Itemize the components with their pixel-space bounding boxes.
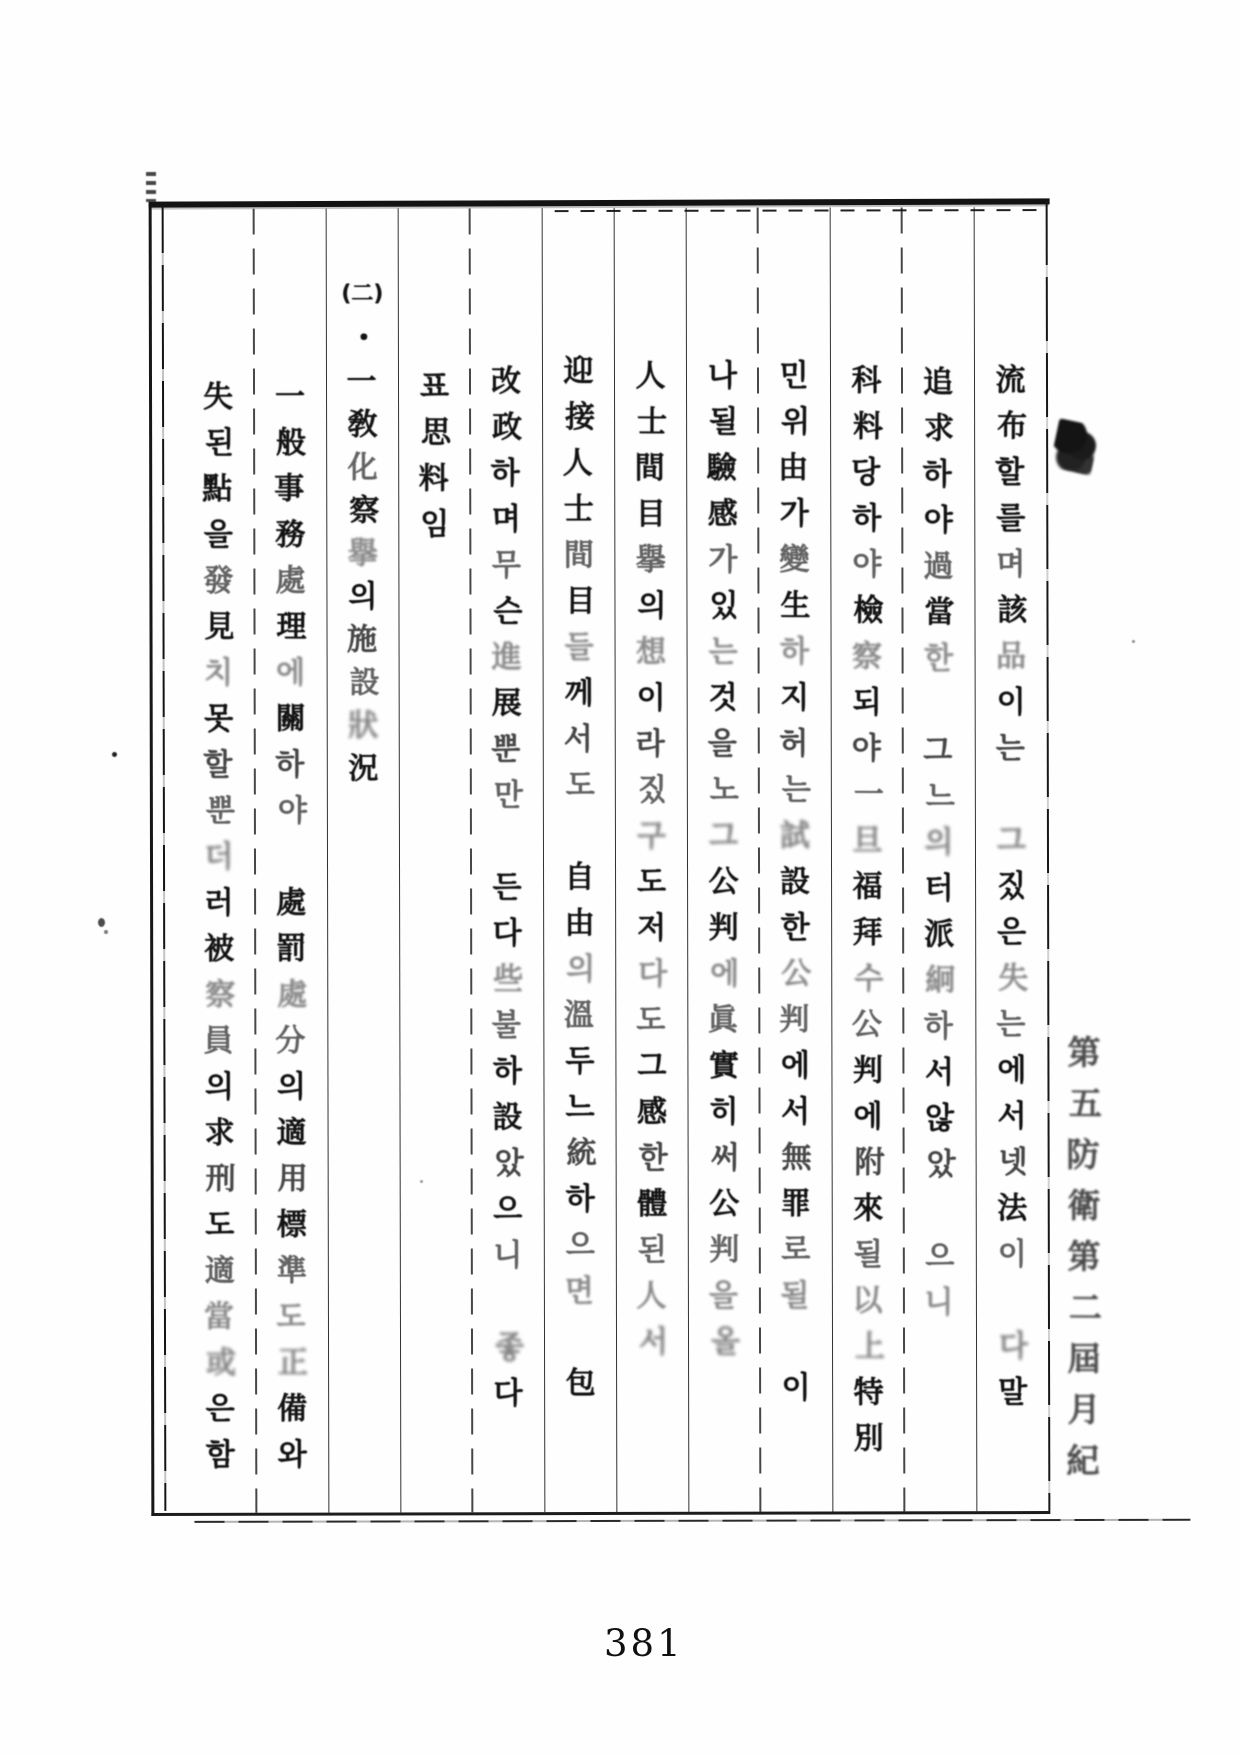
scan-edge-tickmarks: [146, 172, 156, 202]
glyph: 된: [204, 425, 234, 461]
glyph: 노: [709, 772, 739, 808]
glyph: 驗: [706, 450, 737, 486]
glyph: 求: [923, 411, 955, 447]
glyph: 感: [636, 1094, 668, 1130]
glyph: 溫: [563, 998, 594, 1034]
glyph: 에: [853, 1099, 883, 1135]
glyph: 二: [1068, 1287, 1102, 1328]
glyph: 위: [780, 404, 810, 440]
glyph: 들: [564, 630, 594, 666]
glyph: 뿐: [205, 793, 235, 829]
glyph: 過: [923, 549, 954, 585]
glyph: 當: [203, 1299, 234, 1335]
glyph: 다: [638, 956, 668, 992]
column-grid: [152, 207, 1049, 1513]
glyph: 할: [995, 455, 1025, 491]
glyph: 당: [851, 455, 881, 491]
glyph: 準: [276, 1253, 307, 1289]
glyph: 야: [852, 547, 882, 583]
glyph: 도: [637, 864, 667, 900]
glyph: 은: [205, 1391, 235, 1427]
glyph: 第: [1067, 1237, 1101, 1276]
glyph: 하: [922, 457, 952, 493]
glyph: 불: [491, 1008, 521, 1044]
glyph: 라: [635, 726, 665, 762]
text-column-11: [254, 209, 329, 1513]
frame-top-border: [149, 198, 1050, 207]
glyph: 擧: [635, 542, 666, 578]
glyph: 一: [853, 777, 884, 813]
glyph: 公: [781, 956, 812, 992]
glyph: 에: [780, 1048, 810, 1084]
glyph: 는: [996, 1007, 1026, 1043]
glyph: 가: [708, 542, 738, 578]
glyph: 判: [709, 1232, 740, 1268]
glyph: 公: [709, 1186, 740, 1222]
text-column-8: [470, 208, 545, 1512]
glyph: 한: [924, 641, 954, 677]
glyph: 法: [997, 1191, 1028, 1227]
glyph: 由: [778, 450, 809, 486]
text-column-7: [542, 208, 617, 1512]
glyph: 는: [995, 731, 1025, 767]
glyph: 허: [779, 726, 809, 762]
glyph: 品: [996, 639, 1027, 675]
text-column-10-section-header: [326, 208, 401, 1512]
glyph: 느: [565, 1090, 595, 1126]
glyph: 追: [922, 365, 954, 401]
text-column-1: [974, 207, 1049, 1511]
glyph: 處: [275, 563, 306, 599]
glyph: 짔: [637, 772, 667, 808]
glyph: 더: [204, 839, 234, 875]
text-column-12: [182, 209, 257, 1513]
glyph: 展: [491, 686, 522, 722]
glyph: 敎: [347, 406, 378, 443]
glyph: 況: [348, 750, 379, 787]
glyph: 도: [276, 1299, 306, 1335]
glyph: 目: [564, 583, 596, 620]
glyph: 민: [779, 358, 809, 394]
document-frame: [149, 201, 1051, 1516]
glyph: 公: [708, 864, 739, 900]
ink-blob-artifact: [1049, 418, 1100, 476]
scan-speck: [420, 1180, 423, 1183]
text-column-9: [398, 208, 473, 1512]
glyph: 設: [492, 1100, 523, 1136]
glyph: 察: [852, 639, 883, 675]
glyph: 試: [779, 818, 810, 854]
glyph: 人: [636, 1278, 667, 1314]
glyph: 標: [276, 1207, 307, 1243]
scan-speck: [98, 918, 105, 927]
glyph: 서: [638, 1324, 669, 1360]
glyph: 에: [710, 956, 740, 992]
glyph: 을: [708, 1278, 738, 1314]
glyph: 으: [925, 1239, 955, 1275]
glyph: 표: [419, 369, 450, 405]
glyph: 며: [996, 547, 1026, 583]
text-column-5: [686, 208, 761, 1512]
glyph: 이: [997, 1237, 1027, 1273]
glyph: 느: [925, 779, 955, 815]
glyph: 못: [204, 701, 234, 737]
glyph: 구: [636, 818, 666, 854]
glyph: 이: [636, 680, 666, 716]
glyph: 第: [1067, 1033, 1101, 1072]
glyph: 로: [781, 1232, 811, 1268]
glyph: 한: [638, 1140, 668, 1176]
glyph: 수: [854, 961, 884, 997]
glyph: 저: [637, 910, 667, 946]
glyph: 된: [637, 1232, 667, 1268]
glyph: 一: [346, 363, 377, 400]
glyph: 임: [420, 507, 450, 543]
glyph: 自: [564, 860, 595, 896]
glyph: 니: [493, 1238, 523, 1274]
glyph: 理: [276, 609, 307, 645]
glyph: 도: [636, 1002, 666, 1038]
glyph: 될: [853, 1237, 883, 1273]
glyph: 失: [997, 961, 1028, 997]
glyph: 도: [205, 1207, 235, 1243]
glyph: 感: [707, 496, 738, 532]
glyph: 그: [996, 823, 1026, 859]
glyph: 流: [995, 363, 1026, 399]
glyph: 刑: [205, 1161, 236, 1197]
glyph: 統: [565, 1135, 597, 1172]
glyph: 의: [637, 588, 667, 624]
glyph: 하: [565, 1182, 595, 1218]
glyph: 關: [275, 701, 306, 737]
glyph: 發: [203, 563, 234, 599]
scan-speck: [1132, 640, 1135, 643]
glyph: 서: [563, 722, 593, 758]
glyph: 判: [852, 1053, 883, 1089]
glyph: 다: [998, 1329, 1029, 1365]
glyph: 다: [492, 916, 522, 952]
glyph: 處: [276, 885, 307, 921]
glyph: 으: [493, 1192, 523, 1228]
glyph: 야: [277, 793, 307, 829]
glyph: 用: [277, 1161, 308, 1197]
text-column-2: [902, 207, 977, 1511]
glyph: 間: [634, 450, 665, 486]
glyph: 올: [710, 1324, 741, 1360]
glyph: 서: [924, 1055, 954, 1091]
glyph: 人: [562, 446, 593, 482]
scan-speck: [112, 752, 117, 757]
glyph: 면: [564, 1274, 594, 1310]
glyph: 았: [925, 1147, 956, 1183]
glyph: 며: [491, 502, 521, 538]
glyph: 와: [277, 1437, 307, 1473]
glyph: 히: [709, 1094, 739, 1130]
glyph: 生: [780, 588, 811, 624]
glyph: 에: [997, 1053, 1027, 1089]
glyph: 特: [853, 1375, 884, 1411]
glyph: 公: [851, 1007, 882, 1043]
glyph: 設: [348, 664, 380, 701]
glyph: 않: [925, 1101, 955, 1137]
glyph: 處: [277, 977, 308, 1013]
glyph: 하: [852, 501, 882, 537]
glyph: 備: [277, 1391, 308, 1427]
glyph: 員: [203, 1023, 234, 1059]
glyph: 防: [1066, 1135, 1100, 1174]
glyph: 을: [707, 726, 737, 762]
glyph: 다: [493, 1376, 523, 1412]
glyph: 있: [709, 588, 739, 624]
glyph: 由: [564, 906, 595, 942]
glyph: 을: [203, 517, 233, 553]
glyph: 變: [779, 542, 810, 578]
glyph: 니: [924, 1285, 954, 1321]
glyph: 은: [997, 915, 1027, 951]
glyph: 料: [852, 409, 883, 445]
glyph: 衛: [1067, 1186, 1101, 1225]
glyph: 當: [924, 595, 955, 631]
glyph: 罰: [276, 931, 307, 967]
glyph: 그: [923, 733, 953, 769]
glyph: 의: [276, 1069, 306, 1105]
glyph: 般: [275, 425, 307, 461]
glyph: 包: [565, 1366, 596, 1402]
glyph: 失: [202, 379, 234, 415]
glyph: 絅: [925, 963, 956, 999]
glyph: 되: [852, 685, 882, 721]
glyph: 檢: [852, 593, 884, 629]
glyph: 間: [563, 538, 594, 574]
glyph: 의: [204, 1069, 234, 1105]
glyph: 事: [274, 471, 305, 507]
glyph: 좋: [494, 1330, 524, 1366]
glyph: 를: [996, 501, 1026, 537]
glyph: 旦: [852, 823, 883, 859]
glyph: 나: [707, 358, 738, 394]
glyph: 만: [493, 778, 523, 814]
glyph: 한: [780, 910, 810, 946]
glyph: 넷: [998, 1145, 1028, 1181]
glyph: 別: [853, 1421, 884, 1457]
glyph: 士: [636, 404, 667, 440]
glyph: ・: [348, 320, 379, 357]
glyph: 그: [708, 818, 738, 854]
glyph: 人: [635, 358, 666, 394]
glyph: 야: [851, 731, 881, 767]
glyph: 思: [420, 415, 451, 451]
frame-bottom-border-second-line: [194, 1519, 1190, 1523]
glyph: 務: [275, 517, 306, 553]
glyph: 適: [204, 1253, 235, 1289]
glyph: 할: [203, 747, 233, 783]
glyph: 點: [202, 471, 233, 507]
glyph: 짔: [997, 869, 1027, 905]
glyph: 의: [566, 951, 596, 988]
glyph: 一: [274, 379, 306, 415]
glyph: 無: [781, 1140, 812, 1176]
glyph: 서: [997, 1099, 1027, 1135]
glyph: 施: [347, 621, 378, 658]
glyph: 紀: [1066, 1441, 1100, 1480]
glyph: 月: [1067, 1390, 1101, 1429]
glyph: 도: [565, 767, 595, 804]
glyph: 或: [205, 1345, 237, 1381]
glyph: 察: [348, 492, 379, 529]
glyph: 福: [852, 869, 883, 905]
scan-speck: [104, 930, 108, 934]
glyph: 料: [418, 461, 449, 497]
glyph: 分: [275, 1023, 306, 1059]
glyph: 될: [780, 1278, 810, 1314]
glyph: 罪: [780, 1186, 811, 1222]
glyph: 무: [491, 548, 521, 584]
glyph: 하: [923, 1009, 953, 1045]
text-column-6: [614, 208, 689, 1512]
glyph: 에: [276, 655, 306, 691]
glyph: 接: [564, 399, 595, 436]
glyph: 터: [924, 871, 954, 907]
glyph: 五: [1068, 1083, 1102, 1124]
glyph: 進: [491, 640, 522, 676]
glyph: 些: [493, 962, 524, 998]
glyph: 察: [205, 977, 236, 1013]
glyph: 이: [781, 1370, 811, 1406]
glyph: 布: [996, 409, 1027, 445]
glyph: 適: [276, 1115, 307, 1151]
glyph: 이: [996, 685, 1026, 721]
glyph: 두: [565, 1044, 595, 1080]
glyph: 하: [780, 634, 810, 670]
glyph: 든: [492, 870, 522, 906]
page-number: 381: [604, 1622, 684, 1665]
glyph: 야: [923, 503, 953, 539]
glyph: 判: [708, 910, 739, 946]
glyph: 求: [204, 1115, 235, 1151]
glyph: 으: [565, 1228, 595, 1264]
glyph: 써: [710, 1140, 740, 1176]
text-column-3: [830, 207, 905, 1511]
glyph: 될: [708, 404, 739, 440]
glyph: 하: [275, 747, 305, 783]
glyph: 眞: [707, 1002, 738, 1038]
glyph: 拜: [852, 915, 883, 951]
glyph: 狀: [348, 707, 379, 744]
glyph: 設: [780, 864, 811, 900]
glyph: 見: [204, 609, 235, 645]
glyph: 하: [492, 1054, 522, 1090]
glyph: 슨: [492, 594, 523, 630]
glyph: 正: [277, 1345, 309, 1381]
glyph: 치: [204, 655, 234, 691]
glyph: 迎: [563, 354, 594, 390]
glyph: 派: [924, 917, 955, 953]
glyph: 께: [564, 676, 594, 712]
glyph: 科: [851, 363, 882, 399]
glyph: 體: [637, 1186, 668, 1222]
glyph: 하: [490, 456, 520, 492]
glyph: 實: [708, 1048, 739, 1084]
glyph: 는: [708, 634, 738, 670]
glyph: 該: [996, 593, 1028, 629]
glyph: 被: [204, 931, 235, 967]
glyph: 것: [708, 680, 738, 716]
glyph: 뿐: [491, 732, 521, 768]
glyph: 附: [853, 1145, 885, 1181]
glyph: 擧: [347, 535, 378, 572]
glyph: 政: [491, 410, 523, 446]
glyph: 屆: [1067, 1339, 1101, 1378]
glyph: 말: [998, 1375, 1028, 1411]
glyph: 가: [779, 496, 809, 532]
glyph: 았: [493, 1146, 524, 1182]
glyph: 判: [779, 1002, 810, 1038]
glyph: 의: [924, 825, 954, 861]
glyph: 러: [204, 885, 234, 921]
glyph: 來: [853, 1191, 884, 1227]
margin-running-title: [1053, 1025, 1115, 1484]
glyph: 지: [780, 680, 810, 716]
glyph: 士: [563, 492, 594, 528]
glyph: (二): [341, 281, 384, 307]
glyph: 는: [781, 772, 811, 808]
glyph: 想: [636, 634, 667, 670]
glyph: 上: [854, 1329, 885, 1365]
text-column-4: [758, 208, 833, 1512]
glyph: 그: [637, 1048, 667, 1084]
glyph: 함: [205, 1437, 235, 1473]
glyph: 化: [347, 449, 378, 486]
glyph: 서: [780, 1094, 811, 1130]
glyph: 目: [635, 496, 666, 532]
glyph: 以: [852, 1283, 883, 1319]
glyph: 改: [490, 364, 522, 400]
glyph: 의: [348, 578, 378, 615]
